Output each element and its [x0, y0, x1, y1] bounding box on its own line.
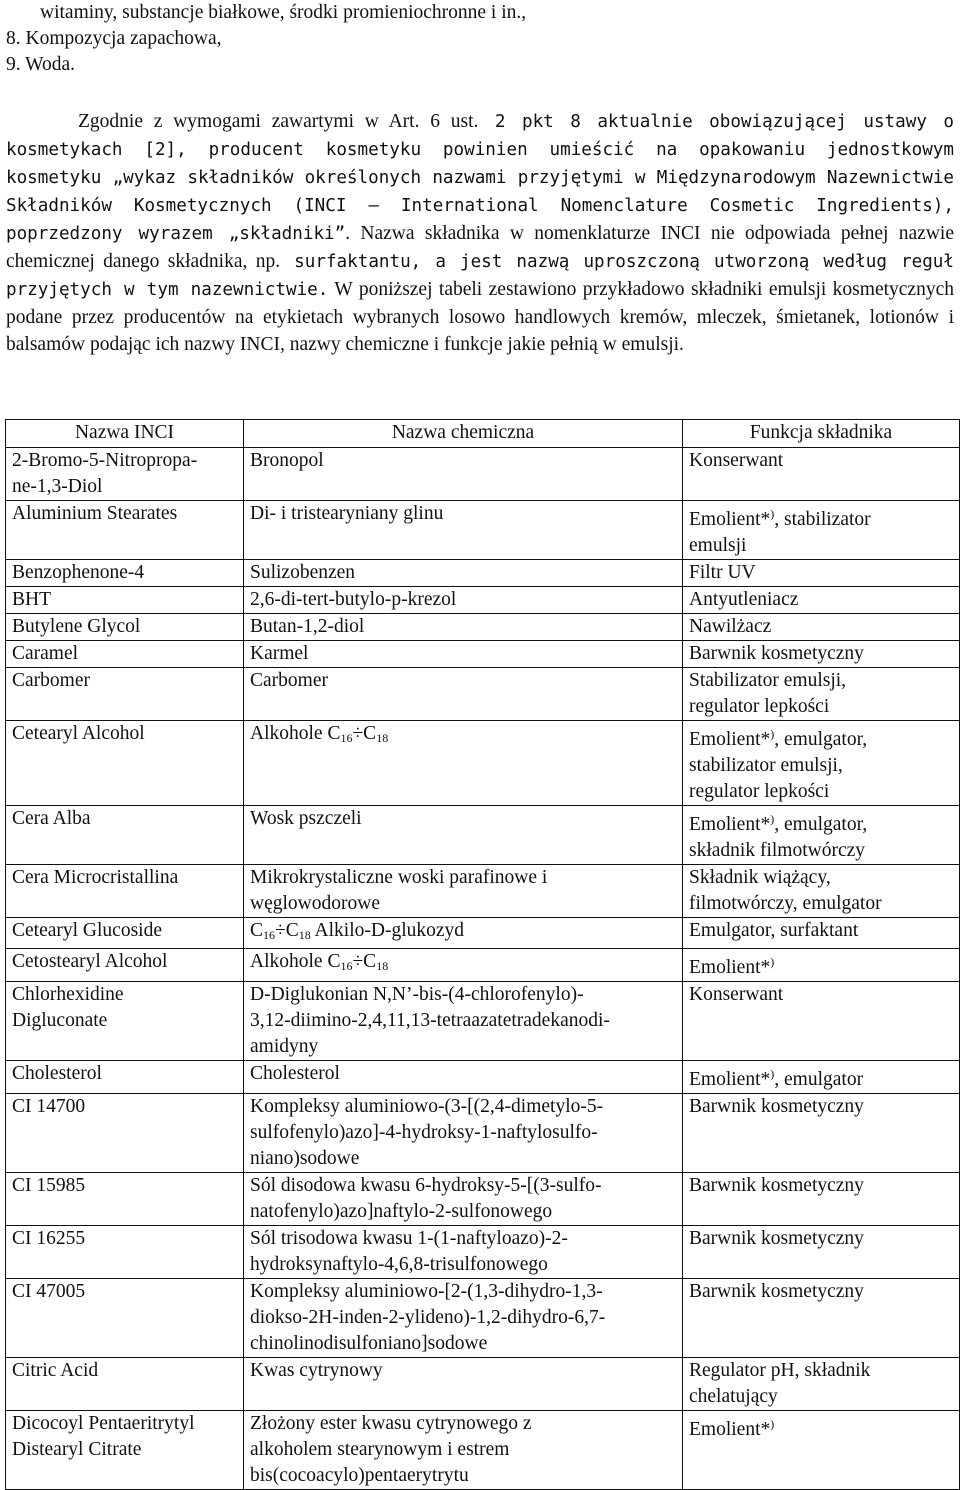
chemical-name-part: Alkilo-D-glukozyd [310, 920, 465, 941]
function-cell: Barwnik kosmetyczny [683, 1226, 960, 1279]
table-row [6, 1279, 960, 1358]
table-row [6, 1173, 960, 1226]
inci-name-cell: Cetostearyl Alcohol [6, 949, 244, 982]
chemical-name-cell: Kompleksy aluminiowo-(3-[(2,4-dimetylo-5- sulfofenylo)azo]-4-hydroksy-1-naftylosulfo- niano)sodowe [244, 1094, 683, 1173]
function-cell: Barwnik kosmetyczny [683, 1094, 960, 1173]
paragraph-part-4: surfaktantu, a jest nazwą uproszczoną utworzoną według reguł przyjętych w tym nazewnictwie. [6, 252, 954, 300]
superscript: ) [770, 955, 775, 969]
chemical-name-part: Alkohole C [250, 723, 341, 744]
table-row [6, 1358, 960, 1411]
list-item-continuation: witaminy, substancje białkowe, środki promieniochronne i in., [40, 2, 527, 23]
table-row [6, 1061, 960, 1094]
table-row [6, 918, 960, 949]
subscript: 16 [340, 731, 353, 745]
inci-name-cell: Benzophenone-4 [6, 560, 244, 587]
header-inci: Nazwa INCI [6, 420, 244, 448]
chemical-name-cell: Cholesterol [244, 1061, 683, 1094]
list-item-9: 9. Woda. [6, 54, 76, 75]
function-part: , stabilizator emulsji [689, 509, 871, 556]
table-row [6, 1094, 960, 1173]
inci-name-cell: CI 16255 [6, 1226, 244, 1279]
function-part: , emulgator [774, 1069, 864, 1090]
chemical-name-cell: Butan-1,2-diol [244, 614, 683, 641]
table-row [6, 806, 960, 865]
function-part: Emolient* [689, 729, 771, 750]
subscript: 16 [263, 928, 276, 942]
table-row [6, 668, 960, 721]
inci-name-cell: CI 15985 [6, 1173, 244, 1226]
subscript: 18 [376, 959, 389, 973]
inci-name-cell: BHT [6, 587, 244, 614]
inci-name-cell: CI 47005 [6, 1279, 244, 1358]
function-cell: Nawilżacz [683, 614, 960, 641]
superscript: ) [770, 1417, 775, 1431]
inci-name-cell: 2-Bromo-5-Nitropropa- ne-1,3-Diol [6, 448, 244, 501]
paragraph-text [6, 108, 954, 358]
inci-name-cell: Butylene Glycol [6, 614, 244, 641]
function-cell: Konserwant [683, 982, 960, 1061]
chemical-name-part: ÷C [275, 920, 299, 941]
list-item-8: 8. Kompozycja zapachowa, [6, 28, 222, 49]
table-row [6, 641, 960, 668]
subscript: 18 [298, 928, 311, 942]
chemical-name-cell: Sulizobenzen [244, 560, 683, 587]
function-cell [683, 721, 960, 806]
function-cell: Antyutleniacz [683, 587, 960, 614]
subscript: 16 [340, 959, 353, 973]
inci-name-cell: Cera Alba [6, 806, 244, 865]
function-cell [683, 806, 960, 865]
chemical-name-part: ÷C [352, 951, 377, 972]
chemical-name-part: ÷C [352, 723, 377, 744]
chemical-name-cell: Bronopol [244, 448, 683, 501]
function-part: Emolient* [689, 1069, 771, 1090]
table-row [6, 448, 960, 501]
function-cell: Składnik wiążący, filmotwórczy, emulgator [683, 865, 960, 918]
superscript: ) [770, 727, 775, 741]
chemical-name-cell: Kwas cytrynowy [244, 1358, 683, 1411]
function-part: , emulgator, składnik filmotwórczy [689, 814, 868, 861]
table-row [6, 501, 960, 560]
inci-name-cell: Carbomer [6, 668, 244, 721]
chemical-name-cell [244, 949, 683, 982]
chemical-name-cell: Mikrokrystaliczne woski parafinowe i węglowodorowe [244, 865, 683, 918]
chemical-name-cell: Karmel [244, 641, 683, 668]
inci-name-cell: Caramel [6, 641, 244, 668]
table-row [6, 1226, 960, 1279]
inci-name-cell: Cera Microcristallina [6, 865, 244, 918]
inci-name-cell: CI 14700 [6, 1094, 244, 1173]
chemical-name-cell: Kompleksy aluminiowo-[2-(1,3-dihydro-1,3- diokso-2H-inden-2-ylideno)-1,2-dihydro-6,7- chinolinodisulfoniano]sodowe [244, 1279, 683, 1358]
chemical-name-part: Alkohole C [250, 951, 341, 972]
table-row [6, 614, 960, 641]
function-cell: Regulator pH, składnik chelatujący [683, 1358, 960, 1411]
function-part: , emulgator, stabilizator emulsji, regulator lepkości [689, 729, 868, 802]
inci-name-cell: Citric Acid [6, 1358, 244, 1411]
inci-name-cell: Chlorhexidine Digluconate [6, 982, 244, 1061]
header-function: Funkcja składnika [683, 420, 960, 448]
chemical-name-cell: D-Diglukonian N,N’-bis-(4-chlorofenylo)- 3,12-diimino-2,4,11,13-tetraazatetradekanodi- amidyny [244, 982, 683, 1061]
superscript: ) [770, 1067, 775, 1081]
superscript: ) [770, 507, 775, 521]
function-cell: Barwnik kosmetyczny [683, 1279, 960, 1358]
inci-name-cell: Cholesterol [6, 1061, 244, 1094]
inci-name-cell: Dicocoyl Pentaeritrytyl Distearyl Citrate [6, 1411, 244, 1490]
table-row [6, 949, 960, 982]
chemical-name-cell: Di- i tristearyniany glinu [244, 501, 683, 560]
function-cell [683, 949, 960, 982]
table-row [6, 865, 960, 918]
chemical-name-cell: Sól trisodowa kwasu 1-(1-naftyloazo)-2- hydroksynaftylo-4,6,8-trisulfonowego [244, 1226, 683, 1279]
function-cell: Konserwant [683, 448, 960, 501]
function-cell [683, 1061, 960, 1094]
chemical-name-cell: Carbomer [244, 668, 683, 721]
table-row [6, 560, 960, 587]
chemical-name-cell: 2,6-di-tert-butylo-p-krezol [244, 587, 683, 614]
chemical-name-cell: Wosk pszczeli [244, 806, 683, 865]
body-paragraph [6, 108, 954, 358]
paragraph-part-5: W poniższej tabeli zestawiono przykładowo składniki emulsji kosmetycznych podane przez producentów na etykietach wybranych losowo handlowych kremów, mleczek, śmietanek, lotionów i balsamów podając ich nazwy INCI, nazwy chemiczne i funkcje jakie pełnią w emulsji. [6, 279, 954, 355]
table-row [6, 982, 960, 1061]
paragraph-part-2: 2 pkt 8 aktualnie obowiązującej ustawy o kosmetykach [2], producent kosmetyku powinien umieścić na opakowaniu jednostkowym kosmetyku „wykaz składników określonych nazwami przyjętymi w Międzynarodowym Nazewnictwie Składników Kosmetycznych (INCI – International Nomenclature Cosmetic Ingredients), poprzedzony wyrazem „składniki” [6, 112, 954, 244]
chemical-name-cell: Sól disodowa kwasu 6-hydroksy-5-[(3-sulfo- natofenylo)azo]naftylo-2-sulfonowego [244, 1173, 683, 1226]
paragraph-part-3: . Nazwa składnika w nomenklaturze INCI nie odpowiada pełnej nazwie chemicznej danego składnika, np. [6, 223, 954, 272]
chemical-name-cell: Złożony ester kwasu cytrynowego z alkoholem stearynowym i estrem bis(cocoacylo)pentaerytrytu [244, 1411, 683, 1490]
inci-name-cell: Aluminium Stearates [6, 501, 244, 560]
table-row [6, 587, 960, 614]
ingredients-table [5, 419, 960, 1490]
function-cell: Barwnik kosmetyczny [683, 1173, 960, 1226]
header-chemical-name: Nazwa chemiczna [244, 420, 683, 448]
paragraph-part-1: Zgodnie z wymogami zawartymi w Art. 6 ust. [78, 111, 479, 132]
function-part: Emolient* [689, 814, 771, 835]
chemical-name-cell [244, 918, 683, 949]
table-header-row [6, 420, 960, 448]
function-part: Emolient* [689, 1419, 771, 1440]
table-row [6, 1411, 960, 1490]
superscript: ) [770, 812, 775, 826]
chemical-name-cell [244, 721, 683, 806]
function-part: Emolient* [689, 509, 771, 530]
function-cell: Stabilizator emulsji, regulator lepkości [683, 668, 960, 721]
function-part: Emolient* [689, 957, 771, 978]
function-cell [683, 501, 960, 560]
subscript: 18 [376, 731, 389, 745]
function-cell: Emulgator, surfaktant [683, 918, 960, 949]
table-body [6, 448, 960, 1490]
function-cell: Filtr UV [683, 560, 960, 587]
table-row [6, 721, 960, 806]
inci-name-cell: Cetearyl Alcohol [6, 721, 244, 806]
chemical-name-part: C [250, 920, 264, 941]
function-cell [683, 1411, 960, 1490]
numbered-list [6, 0, 946, 78]
inci-name-cell: Cetearyl Glucoside [6, 918, 244, 949]
function-cell: Barwnik kosmetyczny [683, 641, 960, 668]
